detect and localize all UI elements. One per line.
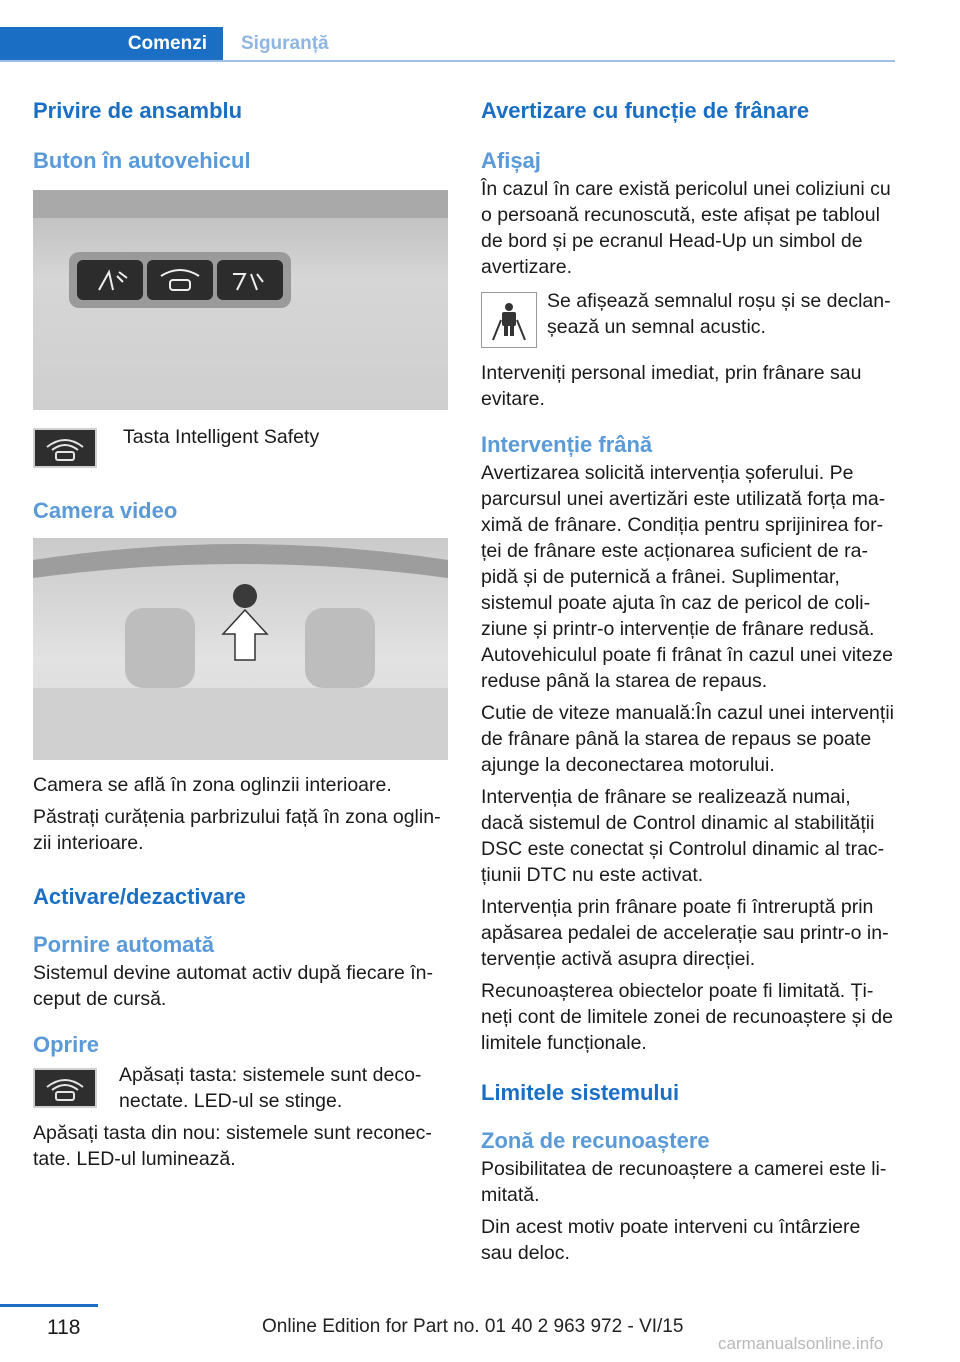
intelligent-safety-icon: [33, 428, 97, 468]
stop-icon-row: [33, 1064, 448, 1114]
heading-activation: Activare/dezactivare: [33, 884, 246, 909]
display-text-2: Interveniți personal imediat, prin frânare sau evitare.: [481, 362, 862, 410]
right-column: [481, 96, 896, 1266]
heading-brake-intervention: Intervenție frână: [481, 432, 653, 457]
edition-text: Online Edition for Part no. 01 40 2 963 972 - VI/15: [262, 1316, 684, 1337]
brake-text-3: Intervenția de frânare se realizează numai, dacă sistemul de Control dinamic al stabilității DSC este conectat și Controlul dinamic al tracțiunii DTC nu este activat.: [481, 786, 885, 886]
header-divider: [0, 60, 895, 62]
watermark: carmanualsonline.info: [718, 1334, 884, 1353]
button-icon-row: [33, 428, 448, 468]
camera-illustration: [33, 538, 448, 760]
footer-divider: [0, 1304, 98, 1307]
intelligent-safety-icon: [33, 1068, 97, 1108]
button-panel-photo: [33, 190, 448, 410]
stop-text: Apăsați tasta: sistemele sunt deconectate. LED-ul se stinge.: [119, 1064, 422, 1112]
brake-text-4: Intervenția prin frânare poate fi întreruptă prin apăsarea pedalei de accelerație sau printr-o intervenție activă asupra direcției.: [481, 896, 889, 970]
camera-photo: [33, 538, 448, 760]
detection-text-1: Posibilitatea de recunoaștere a camerei este limitată.: [481, 1158, 887, 1206]
heading-auto-start: Pornire automată: [33, 932, 214, 957]
heading-camera: Camera video: [33, 498, 178, 523]
brake-text-2: Cutie de viteze manuală:În cazul unei intervenții de frânare până la starea de repaus se poate ajunge la deconectarea motorului.: [481, 702, 894, 776]
page-header: [0, 0, 960, 64]
camera-clean-text: Păstrați curățenia parbrizului față în zona oglinzii interioare.: [33, 806, 441, 854]
heading-display: Afișaj: [481, 148, 541, 173]
camera-location-text: Camera se află în zona oglinzii interioare.: [33, 774, 392, 796]
pedestrian-warning-icon: [481, 292, 537, 348]
heading-button: Buton în autovehicul: [33, 148, 251, 173]
brake-text-5: Recunoașterea obiectelor poate fi limitată. Țineți cont de limitele zonei de recunoaștere și de limitele funcționale.: [481, 980, 893, 1054]
page-number: 118: [47, 1316, 81, 1339]
heading-detection-zone: Zonă de recunoaștere: [481, 1128, 710, 1153]
left-column: [33, 96, 448, 1172]
heading-limits: Limitele sistemului: [481, 1080, 680, 1105]
display-icon-row: [481, 288, 896, 348]
tab-siguranta[interactable]: Siguranță: [241, 33, 329, 54]
stop-again-text: Apăsați tasta din nou: sistemele sunt reconectate. LED-ul luminează.: [33, 1122, 432, 1170]
display-text-1: În cazul în care există pericolul unei coliziuni cu o persoană recunoscută, este afișat pe tabloul de bord și pe ecranul Head-Up un simbol de avertizare.: [481, 178, 891, 278]
heading-brake-warning: Avertizare cu funcție de frânare: [481, 98, 810, 123]
button-panel-illustration: [33, 190, 448, 410]
heading-overview: Privire de ansamblu: [33, 98, 243, 123]
caption-intelligent-safety: Tasta Intelligent Safety: [123, 426, 320, 448]
brake-text-1: Avertizarea solicită intervenția șoferului. Pe parcursul unei avertizări este utilizată forța maximă de frânare. Condiția pentru sprijinirea forței de frânare este acționarea suficient de rapidă și de puternică a frânei. Suplimentar, sistemul poate ajuta în caz de pericol de coliziune și printr-o intervenție de frânare redusă. Autovehiculul poate fi frânat în cazul unei viteze reduse până la starea de repaus.: [481, 462, 893, 692]
tab-comenzi[interactable]: Comenzi: [0, 27, 223, 61]
heading-stop: Oprire: [33, 1032, 100, 1057]
auto-start-text: Sistemul devine automat activ după fiecare început de cursă.: [33, 962, 433, 1010]
detection-text-2: Din acest motiv poate interveni cu întârziere sau deloc.: [481, 1216, 861, 1264]
display-icon-text: Se afișează semnalul roșu și se declanșează un semnal acustic.: [547, 290, 891, 338]
